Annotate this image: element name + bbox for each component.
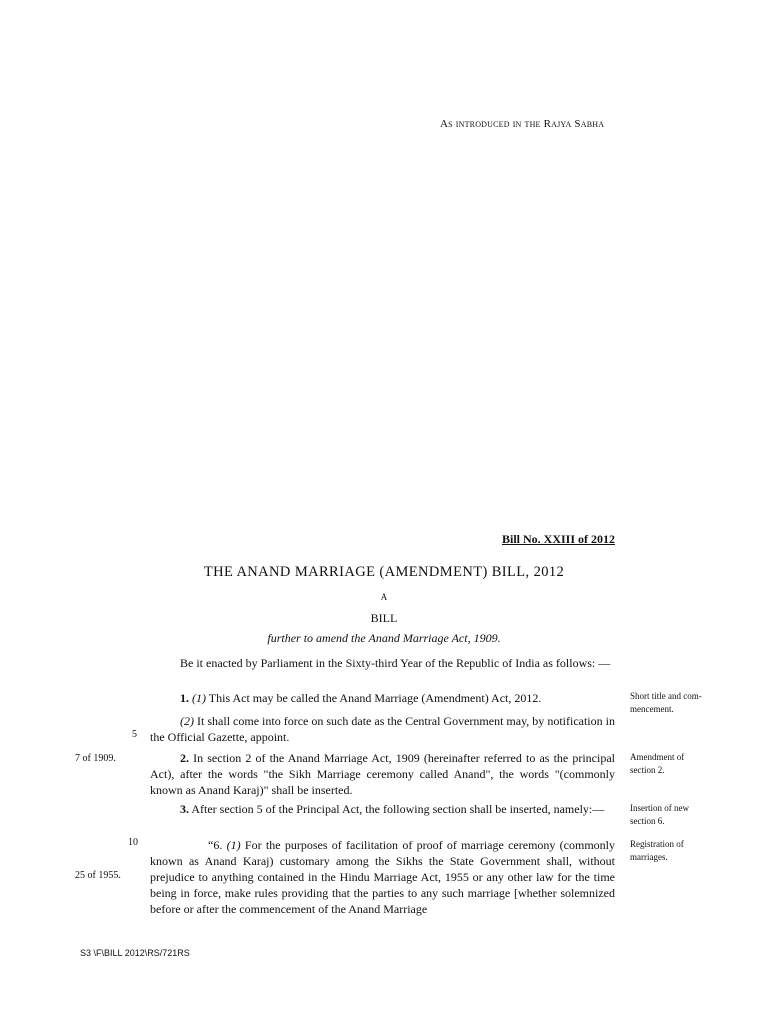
line-number-5: 5 (132, 729, 137, 740)
section-1-2 (150, 713, 615, 745)
section-1-2-text: It shall come into force on such date as the Central Government may, by notification in the Official Gazette, appoint. (150, 714, 615, 744)
article-a: A (380, 592, 388, 602)
section-1-text: This Act may be called the Anand Marriage (Amendment) Act, 2012. (208, 691, 542, 705)
section-1-sub-1: (1) (192, 691, 206, 705)
bill-subtitle: further to amend the Anand Marriage Act, 1909. (267, 631, 501, 645)
section-3-number: 3. (180, 802, 189, 816)
section-3 (150, 801, 615, 817)
section-6 (150, 837, 615, 917)
margin-insertion: Insertion of new section 6. (630, 803, 689, 826)
line-number-10: 10 (128, 837, 138, 848)
section-2-number: 2. (180, 751, 189, 765)
bill-word: BILL (370, 611, 398, 625)
margin-registration: Registration of marriages. (630, 839, 684, 862)
margin-amendment: Amendment of section 2. (630, 752, 685, 775)
bill-title: THE ANAND MARRIAGE (AMENDMENT) BILL, 2012 (203, 564, 565, 580)
section-3-text: After section 5 of the Principal Act, the following section shall be inserted, namely:— (191, 802, 605, 816)
ref-act-1955: 25 of 1955. (75, 870, 121, 881)
section-1 (150, 690, 615, 706)
section-6-open: “6. (208, 838, 223, 852)
section-1-sub-2: (2) (180, 714, 194, 728)
section-6-text: For the purposes of facilitation of proof of marriage ceremony (commonly known as Anand Karaj) customary among the Sikhs the State Government shall, without prejudice to anything contained in the Hindu Marriage Act, 1955 or any other law for the time being in force, make rules providing that the parties to any such marriage [whether solemnized before or after the commencement of the Anand Marriage (150, 838, 616, 916)
section-6-sub-1: (1) (226, 838, 241, 852)
enacting-formula (150, 655, 615, 671)
section-2 (150, 750, 615, 798)
enacting-text: Be it enacted by Parliament in the Sixty-third Year of the Republic of India as follows: — (180, 656, 611, 670)
introduced-note: As introduced in the Rajya Sabha (440, 118, 605, 130)
bill-number: Bill No. XXIII of 2012 (501, 532, 615, 546)
section-2-text: In section 2 of the Anand Marriage Act, 1909 (hereinafter referred to as the principal Act), after the words "the Sikh Marriage ceremony called Anand", the words "(commonly known as Anand Karaj)" shall be inserted. (150, 751, 616, 797)
margin-short-title: Short title and com-mencement. (630, 691, 702, 714)
section-1-number: 1. (180, 691, 189, 705)
footer-code: S3 \F\BILL 2012\RS/721RS (80, 948, 190, 958)
ref-act-1909: 7 of 1909. (75, 753, 116, 764)
